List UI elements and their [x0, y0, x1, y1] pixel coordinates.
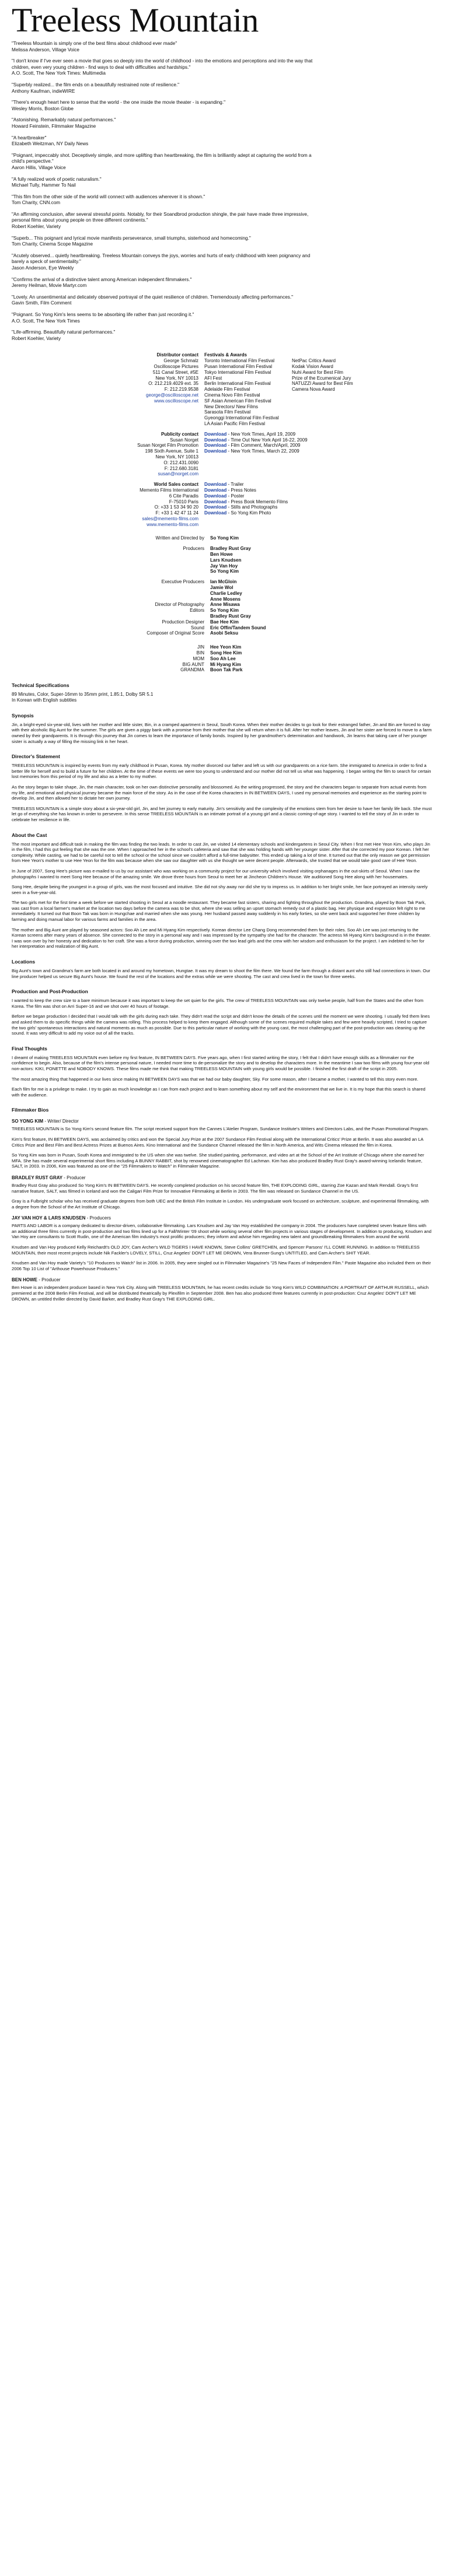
quote-text: "Astonishing. Remarkably natural performances."	[12, 117, 116, 123]
credit-role	[117, 591, 210, 597]
cast-role: BIG AUNT	[182, 661, 204, 667]
production-paragraph: Before we began production I decided that I would talk with the girls during each take. They didn't read the script and didn't know the details of the scenes until the moment we were shooting. I usually fed them lines and asked them to do specific things while the camera was rolling. This process helped to keep them engaged. Although some of the scenes required multiple takes and few were heavily scripted, I tried to capture the two girls' spontaneous interactions and natural moments as much as possible. Due to this particular nature of working with the young cast, the most challenging part of the post-production was cleaning up the sound. It was very difficult to add my voice out of all the tracks.	[12, 1014, 430, 1036]
festival-item: Sarasota Film Festival	[204, 409, 251, 415]
bio-paragraph: PARTS AND LABOR is a company dedicated to director-driven, collaborative filmmaking. Lars Knudsen and Jay Van Hoy established the company in 2004. The producers have completed seven feature films with an additional three films currently in post-production and two films lined up for a Fall/Winter '09 shoot while working several other film projects in various stages of development. In addition to producing, Knudsen and Van Hoy are consultants to Scott Rudin, one of the American film industry's most prolific producers; they inform and advise him regarding new talent and groundbreaking filmmakers from around the world.	[12, 1223, 432, 1240]
bio-role: - Producer	[64, 1175, 86, 1180]
credit-role	[117, 597, 210, 602]
credit-row	[117, 608, 362, 614]
award-list	[292, 358, 444, 427]
credit-role: Producers	[183, 546, 204, 552]
press-quote	[12, 194, 315, 206]
quote-text: "Confirms the arrival of a distinctive talent among American independent filmmakers."	[12, 276, 192, 282]
locations-heading: Locations	[12, 959, 36, 965]
quote-text: "An affirming conclusion, after several stressful points. Notably, for their Soandbrod production shingle, the pair have made three impressive, personal films about young people on three different continents."	[12, 211, 309, 223]
credit-role: Written and Directed by	[155, 535, 204, 541]
credit-name: Bae Hee Kim	[210, 619, 239, 625]
statement-paragraph: As the story began to take shape, Jin, the main character, took on her own distinctive personality and blossomed. As the writing progressed, the story and the characters began to separate from actual events from my life, and emotional and physical journey became the main force of the story. As in the case of the Korea characters in IN BETWEEN DAYS, I used my personal memories and experience as the starting point to develop Jin, and then allowed her to dictate her own journey.	[12, 784, 427, 801]
credit-name: Bradley Rust Gray	[210, 614, 251, 619]
contact-line: 511 Canal Street, #5E	[152, 369, 198, 375]
spacer	[117, 541, 362, 546]
credit-row	[117, 591, 362, 597]
page	[12, 0, 455, 1306]
quote-source: A.O. Scott, The New York Times: Multimedia	[12, 71, 106, 76]
bio-paragraph: Bradley Rust Gray also produced So Yong Kim's IN BETWEEN DAYS. He recently completed production on his second feature film, THE EXPLODING GIRL, starring Zoe Kazan and Mark Rendall. Gray's first narrative feature, SALT, was filmed in Iceland and won the Caligari Film Prize for Innovative Filmmaking at Berlin in 2003. The film was released on Sundance Channel in the US.	[12, 1182, 419, 1194]
credit-name: Ben Howe	[210, 552, 233, 558]
festival-item: Tokyo International Film Festival	[204, 369, 271, 375]
info-grid	[117, 352, 444, 527]
contact-line: F: 212.680.3181	[164, 465, 198, 471]
contact-line: O: 212.219.4029 ext. 35	[148, 381, 198, 387]
credits	[117, 535, 362, 636]
credit-role	[117, 614, 210, 619]
credit-name: Eric Offin/Tandem Sound	[210, 625, 266, 630]
download-row	[204, 499, 444, 505]
quote-text: "This film from the other side of the world will connect with audiences wherever it is shown."	[12, 194, 205, 199]
bio-name: SO YONG KIM	[12, 1119, 44, 1124]
credit-name: Jay Van Hoy	[210, 563, 238, 569]
production-paragraph: I wanted to keep the crew size to a bare minimum because it was important to keep the set quiet for the girls. The crew of TREELESS MOUNTAIN was only twelve people, half from the States and the other from Korea. The film was shot on Arri Super-16 and we shot over 40 hours of footage.	[12, 998, 424, 1009]
bio-paragraph: TREELESS MOUNTAIN is So Yong Kim's second feature film. The script received support from the Cannes L'Atelier Program, Sundance Institute's Writers and Directors Labs, and the Pusan Promotional Program.	[12, 1126, 429, 1132]
cast-row	[117, 644, 362, 650]
download-title: - New York Times, March 22, 2009	[228, 448, 299, 454]
download-link[interactable]: Download	[204, 487, 227, 493]
cast-name: Song Hee Kim	[210, 650, 242, 656]
download-link[interactable]: Download	[204, 448, 227, 454]
credit-role: Director of Photography	[155, 602, 204, 608]
contact-line: George Schmalz	[163, 358, 198, 364]
festival-item: SF Asian American Film Festival	[204, 398, 271, 404]
credit-role	[117, 552, 210, 558]
bio-role: - Writer/ Director	[44, 1119, 79, 1124]
quote-text: "Acutely observed... quietly heartbreaking. Treeless Mountain conveys the joys, worries and hurts of early childhood with keen poignancy and barely a speck of sentimentality."	[12, 253, 311, 265]
award-item: NATUZZI Award for Best Film	[292, 381, 353, 387]
press-quote	[12, 177, 315, 189]
download-row	[204, 510, 444, 516]
bio-paragraph: Knudsen and Van Hoy produced Kelly Reichardt's OLD JOY, Cam Archer's WILD TIGERS I HAVE KNOWN, Steve Collins' GRETCHEN, and Spencer Parsons' I'LL COME RUNNING. In addition to TREELESS MOUNTAIN, their most recent projects include Nik Fackler's LOVELY, STILL, Cruz Angeles' DON'T LET ME DROWN, Vera Brunner-Sung's UNTITLED, and Cam Archer's SHIT YEAR.	[12, 1245, 420, 1256]
quote-source: Robert Koehler, Variety	[12, 335, 61, 341]
press-quote	[12, 253, 315, 272]
festival-item: Pusan International Film Festival	[204, 363, 273, 369]
bios-heading: Filmmaker Bios	[12, 1107, 49, 1113]
credit-row	[117, 558, 362, 563]
credit-name: Charlie Ledley	[210, 590, 242, 596]
press-quotes	[12, 41, 455, 342]
bio-paragraph: Gray is a Fulbright scholar who has received graduate degrees from both UEC and the British Film Institute in London. His undergraduate work focused on architecture, sculpture, and experimental filmmaking, with a degree from the School of the Art Institute of Chicago.	[12, 1198, 429, 1210]
festival-item: AFI Fest	[204, 375, 222, 381]
bio-paragraph: Kim's first feature, IN BETWEEN DAYS, was acclaimed by critics and won the Special Jury Prize at the 2007 Sundance Film Festival along with the International Critics' Prize at Berlin. It was also awarded an LA Critics Prize and Best Film and Best Actress Prizes at Buenos Aires. Kino International and the Sundance Channel released the film in North America, and Wits Cinema released the film in Korea.	[12, 1136, 424, 1148]
quote-text: "Lovely. An unsentimental and delicately observed portrayal of the quiet resilience of children. Tremendously affecting performances."	[12, 294, 294, 300]
press-quote	[12, 236, 315, 248]
festival-item: Toronto International Film Festival	[204, 358, 275, 364]
final-paragraph: The most amazing thing that happened in our lives since making IN BETWEEN DAYS was that we had our baby daughter, Sky. For some reason, after I became a mother, I wanted to tell this story even more.	[12, 1076, 419, 1082]
credit-row	[117, 579, 362, 585]
press-quote	[12, 135, 315, 148]
credit-row	[117, 602, 362, 608]
credit-name: Bradley Rust Gray	[210, 546, 251, 552]
credit-row	[117, 585, 362, 591]
credit-role	[117, 569, 210, 574]
synopsis-paragraph: Jin, a bright-eyed six-year-old, lives with her mother and little sister, Bin, in a cramped apartment in Seoul, South Korea. When their mother decides to go look for their estranged father, Jin and Bin are forced to stay with their alcoholic Big Aunt for the summer. The girls are given a piggy bank with a promise from their mother that she will return when it is full. After her mother leaves, Jin and her sister are forced to move to a farm owned by their grandparents. It is through this journey that Jin comes to learn the importance of family bonds. Inspired by her grandmother's determination and handiwork, Jin learns that taking care of her younger sister is actually a way of filling the missing link in her heart.	[12, 721, 432, 744]
body-sections	[12, 682, 455, 1302]
quote-text: "There's enough heart here to sense that the world - the one inside the movie theater - is expanding."	[12, 100, 226, 106]
contact-line: 198 Sixth Avenue, Suite 1	[145, 448, 198, 454]
bio-role: - Producers	[86, 1215, 111, 1221]
credit-role	[117, 585, 210, 591]
festival-item: Gyeonggi International Film Festival	[204, 415, 279, 421]
credit-name: Lars Knudsen	[210, 557, 242, 563]
bio-name: BRADLEY RUST GRAY	[12, 1175, 62, 1180]
contact-link[interactable]: www.oscilloscope.net	[154, 398, 198, 404]
quote-source: Robert Koehler, Variety	[12, 224, 61, 230]
quote-source: Elizabeth Weitzman, NY Daily News	[12, 141, 89, 147]
contact-line: O: +33 1 53 34 90 20	[154, 504, 198, 510]
quote-source: Jeremy Heilman, Movie Martyr.com	[12, 283, 87, 289]
about_cast-paragraph: Song Hee, despite being the youngest in a group of girls, was the most focused and intuitive. She did not shy away nor did she try to impress us. In addition to her bright smile, her face portrayed an intensity rarely seen in a five-year-old.	[12, 884, 428, 895]
cast-name: Mi Hyang Kim	[210, 661, 241, 667]
credit-row	[117, 546, 362, 552]
credit-name: So Yong Kim	[210, 569, 239, 574]
download-title: - Press Notes	[228, 487, 256, 493]
award-item: Kodak Vision Award	[292, 363, 333, 369]
cast-name: Soo Ah Lee	[210, 656, 236, 661]
credit-role: Editors	[190, 608, 204, 614]
statement-paragraph: TREELESS MOUNTAIN is inspired by events from my early childhood in Pusan, Korea. My mother divorced our father and left us with our grandparents on a rice farm. She immigrated to America in order to find a better life for herself and to build a future for her children. At the time of these events we were too young to understand and our mother did not tell us what was happening. I began writing the film to search for certain lost memories from this period of my life and also as a letter to my mother.	[12, 763, 431, 780]
quote-source: Jason Anderson, Eye Weekly	[12, 265, 74, 271]
cast-role: BIN	[196, 650, 204, 656]
quote-text: "Poignant. So Yong Kim's lens seems to be absorbing life rather than just recording it."	[12, 312, 194, 317]
contact-line: F-75010 Paris	[169, 499, 198, 504]
contact-line: 6 Cite Paradis	[169, 493, 198, 499]
world_sales-label: World Sales contact	[154, 482, 198, 488]
contact-line: New York, NY 10013	[155, 454, 198, 460]
download-row	[204, 482, 444, 488]
bio-paragraph: Ben Howe is an independent producer based in New York City. Along with TREELESS MOUNTAIN, he has recent credits include So Yong Kim's WILD COMBINATION: A PORTRAIT OF ARTHUR RUSSELL, which premiered at the 2008 Berlin Film Festival, and will be distributed theatrically by Plexifilm in September 2008. Ben has also produced three features currently in post-production: Cruz Angeles' DON'T LET ME DROWN, an untitled thriller directed by David Barker, and Bradley Rust Gray's THE EXPLODING GIRL.	[12, 1285, 429, 1302]
award-item: Nuhi Award for Best Film	[292, 369, 343, 375]
festival-item: Cinema Novo Film Festival	[204, 392, 260, 398]
quote-source: Aaron Hillis, Village Voice	[12, 164, 66, 170]
final-paragraph: I dreamt of making TREELESS MOUNTAIN even before my first feature, IN BETWEEN DAYS. Five years ago, when I first started writing the story, I felt that I didn't have enough skills as a filmmaker nor the confidence to begin. Also, because of the film's intense personal nature, I needed more time to de-personalize the story and to develop the characters more. In the meantime I saw two films with young four-year old non-actors: KIKI, PONETTE and NOBODY KNOWS. These films made me think that making TREELESS MOUNTAIN with young girls would be possible. I finished the first draft of the script in 2005.	[12, 1054, 430, 1071]
download-title: - Time Out New York April 16-22, 2009	[228, 437, 308, 443]
festival-item: Berlin International Film Festival	[204, 381, 271, 387]
bio-heading	[12, 1215, 455, 1221]
bio-heading	[12, 1119, 455, 1124]
quote-text: "Life-affirming. Beautifully natural performances."	[12, 330, 116, 335]
contact-line: F: 212.219.9538	[164, 387, 198, 392]
credit-row	[117, 614, 362, 619]
download-link[interactable]: Download	[204, 443, 227, 448]
festivals-label: Festivals & Awards	[204, 352, 247, 358]
final-heading: Final Thoughts	[12, 1045, 47, 1052]
credit-name: Ian McGloin	[210, 579, 237, 585]
contact-line: New York, NY 10013	[155, 375, 198, 381]
download-title: - Film Comment, March/April, 2009	[228, 443, 301, 448]
cast-role: MOM	[193, 656, 204, 661]
quote-source: Michael Tully, Hammer To Nail	[12, 183, 76, 188]
press-quote	[12, 41, 315, 53]
cast-row	[117, 656, 362, 662]
credit-role: Executive Producers	[161, 579, 204, 585]
press-quote	[12, 117, 315, 129]
quote-text: "Treeless Mountain is simply one of the best films about childhood ever made"	[12, 41, 177, 46]
credit-name: Asobi Seksu	[210, 630, 239, 636]
download-link[interactable]: Download	[204, 482, 227, 488]
festival-item: New Directors/ New Films	[204, 404, 259, 409]
award-item: Prize of the Ecumenical Jury	[292, 375, 351, 381]
cast-row	[117, 650, 362, 656]
statement-heading: Director's Statement	[12, 753, 60, 760]
press-quote	[12, 312, 315, 324]
distributor-row	[117, 352, 444, 426]
media-downloads	[204, 482, 444, 527]
contact-line: Susan Norget	[170, 437, 198, 443]
bio-name: BEN HOWE	[12, 1277, 37, 1283]
contact-link[interactable]: sales@memento-films.com	[142, 516, 198, 521]
credit-row	[117, 625, 362, 631]
page-title: Treeless Mountain	[12, 1, 259, 39]
download-row	[204, 432, 444, 437]
locations-paragraph: Big Aunt's town and Grandma's farm are both located in and around my hometown, Hungtae. It was my dream to shoot the film there. We found the farm through a distant aunt who still had connections in town. Our line producer helped us secure Big Aunt's house. We found the rest of the locations and the extras while we were shooting. The cast and crew lived in the town for three weeks.	[12, 968, 430, 979]
press-quote	[12, 82, 315, 94]
about_cast-paragraph: In June of 2007, Song Hee's picture was e-mailed to us by our assistant who was working on a community project for our university which involved visiting orphanages in the out-skirts of Seoul. When I saw the photographs I wanted to meet Song Hee because of the amazing smile. We drove three hours from Seoul to meet her at Jincheon Children's House. We auditioned Song Hee along with her housemates.	[12, 868, 420, 879]
download-row	[204, 504, 444, 510]
quote-source: Tom Charity, Cinema Scope Magazine	[12, 241, 93, 247]
credit-role: Sound	[190, 625, 204, 630]
download-link[interactable]: Download	[204, 499, 227, 504]
press-quote	[12, 295, 315, 307]
download-title: - Poster	[228, 493, 245, 499]
download-row	[204, 443, 444, 448]
download-title: - Stills and Photographs	[228, 504, 278, 510]
press-quote	[12, 212, 315, 230]
publicity-label: Publicity contact	[161, 431, 198, 437]
quote-text: "Poignant, impeccably shot. Deceptively simple, and more uplifting than heartbreaking, the film is brilliantly adept at capturing the world from a child's perspective."	[12, 152, 312, 164]
tech-line: 89 Minutes, Color, Super-16mm to 35mm print, 1.85:1, Dolby SR 5.1	[12, 692, 154, 698]
quote-source: Melissa Anderson, Village Voice	[12, 47, 79, 52]
cast-role: JIN	[197, 644, 204, 650]
credit-row	[117, 630, 362, 636]
bio-name: JAY VAN HOY & LARS KNUDSEN	[12, 1215, 86, 1221]
quote-text: "A fully realized work of poetic naturalism."	[12, 176, 102, 182]
tech-specs-heading: Technical Specifications	[12, 682, 69, 689]
contact-line: Oscilloscope Pictures	[154, 363, 198, 369]
publicity-row	[117, 432, 444, 477]
award-item: Camera Nova Award	[292, 387, 335, 392]
credit-role	[117, 563, 210, 569]
quote-source: Tom Charity, CNN.com	[12, 200, 61, 206]
press-quote	[12, 58, 315, 77]
credit-row	[117, 569, 362, 574]
bio-heading	[12, 1175, 455, 1180]
festival-item: Adelaide Film Festival	[204, 387, 250, 392]
credit-row	[117, 619, 362, 625]
cast-row	[117, 667, 362, 673]
download-title: - New York Times, April 19, 2009	[228, 431, 296, 437]
synopsis-heading: Synopsis	[12, 712, 34, 719]
about_cast-paragraph: The two girls met for the first time a week before we started shooting in Seoul at a noodle restaurant. They became fast sisters, sharing and fighting throughout the production. Grandma, played by Boon Tak Park, was cast from a local farmer's market at the location two days before the camera was to be shot, where she was selling an upset stomach remedy out of a plastic bag. Her physique and expression felt right to me immediately. It turned out that Boon Tak was born in Hungchae and married when she was young. Her husband passed away suddenly in his early forties, so she went back and supported her three children by farming and doing manual labor for various farms and families in the area.	[12, 900, 426, 923]
credit-row	[117, 563, 362, 569]
contact-line: O: 212.431.0090	[163, 460, 198, 465]
statement-paragraph: TREELESS MOUNTAIN is a simple story about a six-year-old girl, Jin, and her journey to early maturity. Jin's sensitivity and the complexity of the emotions stem from her desire to have her family life back. She must let go of everything she has known in order to persevere. In this sense TREELESS MOUNTAIN is an intimate portrait of a young girl and a classic coming-of-age story. I wanted to tell the story of Jin in order to celebrate her resilience in life.	[12, 805, 432, 822]
credit-name: Anne Misawa	[210, 602, 240, 608]
quote-source: Howard Feinstein, Filmmaker Magazine	[12, 123, 96, 129]
press-quote	[12, 330, 315, 342]
quote-text: "A heartbreaker"	[12, 135, 47, 141]
credit-name: So Yong Kim	[210, 608, 239, 614]
credit-row	[117, 597, 362, 602]
press-downloads	[204, 432, 444, 477]
bio-paragraph: So Yong Kim was born in Pusan, South Korea and immigrated to the US when she was twelve. She studied painting, performance, and video art at the School of the Art Institute of Chicago where she earned her MFA. She has made several experimental short films including A BUNNY RABBIT, shot by renowned cinematographer Ed Lachman. Kim has also produced Bradley Rust Gray's award-winning Icelandic feature, SALT, in 2003. In 2006, Kim was featured as one of the "25 Filmmakers to Watch" in Filmmaker Magazine.	[12, 1152, 424, 1169]
cast-role: GRANDMA	[180, 667, 204, 673]
credit-role: Production Designer	[162, 619, 204, 625]
contact-line: F: +33 1 42 47 11 24	[155, 510, 198, 516]
quote-source: Wesley Morris, Boston Globe	[12, 106, 74, 111]
about_cast-paragraph: The mother and Big Aunt are played by seasoned actors: Soo Ah Lee and Mi Hyang Kim respectively. Korean director Lee Chang Dong recommended them for their roles. Soo Ah Lee was just returning to the Korean screens after many years of absence. She connected to the story in a personal way and I was impressed by the sympathy she had for the character. The actress Mi Hyang Kim's background is in the theater. I was won over by her honesty and dedication to her craft. She was a force during production, winning over the two lead girls and the crew with her wisdom and enthusiasm for the project. I am indebted to her for her interpretation and realization of Big Aunt.	[12, 927, 431, 949]
about_cast-heading: About the Cast	[12, 832, 47, 838]
contact-line: Memento Films International	[140, 487, 198, 493]
download-link[interactable]: Download	[204, 431, 227, 437]
contact-link[interactable]: george@oscilloscope.net	[146, 392, 198, 398]
about_cast-paragraph: The most important and difficult task in making the film was finding the two leads. In order to cast Jin, we visited 14 elementary schools and kindergartens in Seoul City. When I first met Hee Yeon Kim, who plays Jin in the film, I had this gut feeling that she was the one. When I approached her in the school's cafeteria and saw that she was holding hands with her younger sister. After that she corrected my poor Korean. I felt her complexity. While casting, we had to be careful not to tell the school or the school since we couldn't afford a full-time babysitter. This ended up taking a lot of time. It turned out that the only reason we got permission from Hee Yeon's mother to use Hee Yeon for the film was because when she saw our daughter with us she thought we were decent people. Afterwards, she trusted that we would take good care of Hee Yeon.	[12, 841, 430, 864]
sales-row	[117, 482, 444, 527]
download-row	[204, 488, 444, 493]
download-row	[204, 437, 444, 443]
contact-link[interactable]: www.memento-films.com	[147, 521, 198, 527]
contact-line: Susan Norget Film Promotion	[137, 443, 198, 448]
bio-role: - Producer	[39, 1277, 61, 1283]
tech-line: In Korean with English subtitles	[12, 698, 77, 703]
world-sales-contact	[117, 482, 204, 527]
contact-link[interactable]: susan@norget.com	[158, 471, 198, 477]
quote-text: "Superb... This poignant and lyrical movie manifests perseverance, small triumphs, sisterhood and homecoming."	[12, 235, 251, 241]
download-link[interactable]: Download	[204, 510, 227, 516]
cast-list	[117, 644, 362, 673]
festival-list	[204, 358, 292, 427]
press-quote	[12, 277, 315, 289]
download-title: - Press Book Memento Films	[228, 499, 288, 504]
download-link[interactable]: Download	[204, 437, 227, 443]
cast-name: Boon Tak Park	[210, 667, 243, 673]
credit-role	[117, 558, 210, 563]
cast-row	[117, 662, 362, 668]
download-link[interactable]: Download	[204, 504, 227, 510]
award-item: NetPac Critics Award	[292, 358, 336, 364]
download-row	[204, 493, 444, 499]
press-quote	[12, 153, 315, 171]
final-paragraph: Each film for me is a privilege to make. I try to gain as much knowledge as I can from each project and to learn something about my self and the environment that we live in. It is my hope that this search is shared with the audience.	[12, 1087, 426, 1098]
quote-source: Gavin Smith, Film Comment	[12, 300, 72, 306]
festivals-awards	[204, 352, 444, 426]
quote-source: Anthony Kaufman, indieWIRE	[12, 88, 75, 94]
festival-item: LA Asian Pacific Film Festival	[204, 420, 266, 426]
quote-text: "Superbly realized... the film ends on a beautifully restrained note of resilience."	[12, 82, 180, 87]
credit-name: So Yong Kim	[210, 535, 239, 541]
credit-row	[117, 552, 362, 558]
bio-heading	[12, 1277, 455, 1282]
production-heading: Production and Post-Production	[12, 989, 88, 995]
credit-role: Composer of Original Score	[147, 630, 204, 636]
credit-name: Jamie Wol	[210, 585, 234, 591]
quote-source: A.O. Scott, The New York Times	[12, 318, 80, 324]
distributor-contact	[117, 352, 204, 426]
quote-text: "I don't know if I've ever seen a movie that goes so deeply into the world of childhood - into the emotions and perceptions and into the way that children, even very young children - find ways to deal with difficulties and hardships."	[12, 58, 313, 70]
download-title: - Trailer	[228, 482, 244, 488]
publicity-contact	[117, 432, 204, 477]
press-quote	[12, 100, 315, 112]
cast-name: Hee Yeon Kim	[210, 644, 242, 650]
download-row	[204, 448, 444, 454]
download-title: - So Yong Kim Photo	[228, 510, 271, 516]
bio-paragraph: Knudsen and Van Hoy made Variety's "10 Producers to Watch" list in 2006. In 2005, they were singled out in Filmmaker Magazine's "25 New Faces of Independent Film." Paste Magazine also included them on their 2006 Top 10 List of "Arthouse Powerhouse Producers."	[12, 1260, 431, 1271]
credit-row	[117, 535, 362, 541]
spacer	[117, 574, 362, 579]
credit-name: Anne Mosens	[210, 596, 241, 602]
download-link[interactable]: Download	[204, 493, 227, 499]
distributor-label: Distributor contact	[156, 352, 198, 358]
